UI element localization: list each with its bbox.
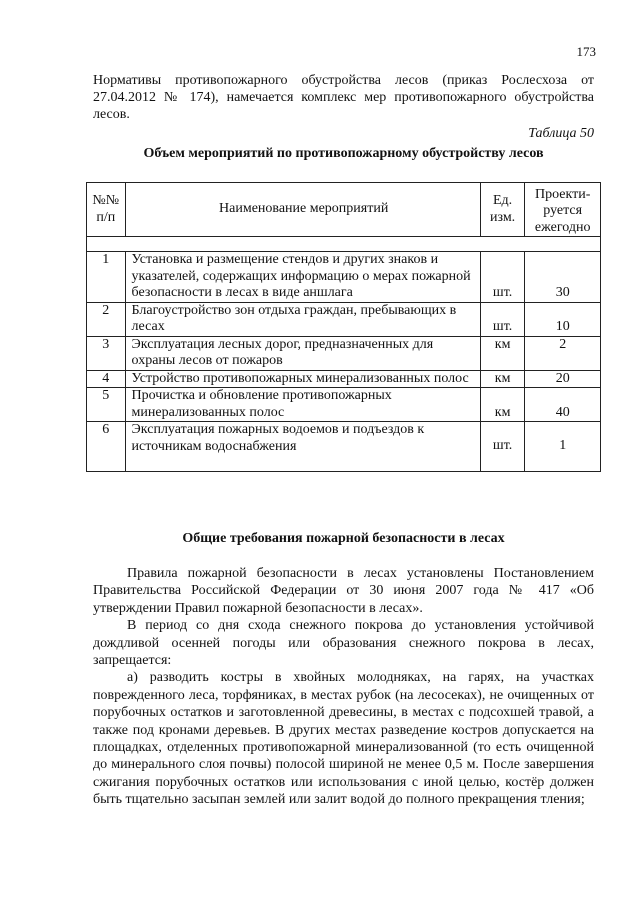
row-num: 1 xyxy=(87,252,126,303)
intro-paragraph: Нормативы противопожарного обустройства лесов (приказ Рослесхоза от 27.04.2012 № 174), намечается комплекс мер противопожарного обустройства лесов. xyxy=(93,73,594,122)
table-row xyxy=(87,302,601,336)
table-row xyxy=(87,336,601,370)
row-unit: шт. xyxy=(480,422,525,472)
row-num: 5 xyxy=(87,388,126,422)
page-number: 173 xyxy=(576,44,596,59)
row-name: Эксплуатация пожарных водоемов и подъездов к источникам водоснабжения xyxy=(125,422,480,472)
header-num-label: №№ п/п xyxy=(92,193,120,225)
body-paragraph: а) разводить костры в хвойных молодняках, на гарях, на участках поврежденного леса, торфяниках, в местах рубок (на лесосеках), не очищенных от порубочных остатков и заготовленной древесины, в местах с подсохшей травой, а также под кронами деревьев. В других местах разведение костров допускается на площадках, отделенных противопожарной минерализованной (то есть очищенной до минерального слоя почвы) полосой шириной не менее 0,5 м. После завершения сжигания порубочных остатков или использования с иной целью, костёр должен быть тщательно засыпан землей или залит водой до полного прекращения тления; xyxy=(93,670,594,808)
table-spacer-row xyxy=(87,237,601,252)
body-paragraph: В период со дня схода снежного покрова до установления устойчивой дождливой осенней погоды или образования снежного покрова в лесах, запрещается: xyxy=(93,618,594,669)
table-row xyxy=(87,422,601,472)
header-unit-label: Ед. изм. xyxy=(490,193,516,225)
row-name: Устройство противопожарных минерализованных полос xyxy=(125,370,480,388)
row-unit: шт. xyxy=(480,302,525,336)
fire-measures-table xyxy=(86,182,601,472)
header-num xyxy=(87,183,126,237)
header-unit xyxy=(480,183,525,237)
row-per-year: 40 xyxy=(525,388,601,422)
row-num: 3 xyxy=(87,336,126,370)
header-per-year xyxy=(525,183,601,237)
body-paragraph: Правила пожарной безопасности в лесах установлены Постановлением Правительства Российской Федерации от 30 июня 2007 года № 417 «Об утверждении Правил пожарной безопасности в лесах». xyxy=(93,566,594,616)
table-row xyxy=(87,252,601,303)
row-num: 4 xyxy=(87,370,126,388)
row-per-year: 10 xyxy=(525,302,601,336)
row-num: 2 xyxy=(87,302,126,336)
row-per-year: 30 xyxy=(525,252,601,303)
row-per-year: 20 xyxy=(525,370,601,388)
table-header-row xyxy=(87,183,601,237)
row-per-year: 2 xyxy=(525,336,601,370)
row-unit: км xyxy=(480,336,525,370)
table-label: Таблица 50 xyxy=(528,126,594,141)
row-name: Эксплуатация лесных дорог, предназначенных для охраны лесов от пожаров xyxy=(125,336,480,370)
row-name: Установка и размещение стендов и других знаков и указателей, содержащих информацию о мерах пожарной безопасности в лесах в виде аншлага xyxy=(125,252,480,303)
section-title: Общие требования пожарной безопасности в лесах xyxy=(182,531,505,546)
table-row xyxy=(87,370,601,388)
row-num: 6 xyxy=(87,422,126,472)
table-title: Объем мероприятий по противопожарному обустройству лесов xyxy=(143,146,544,161)
row-name: Благоустройство зон отдыха граждан, пребывающих в лесах xyxy=(125,302,480,336)
header-per-year-label: Проекти-руется ежегодно xyxy=(534,186,591,235)
table-row xyxy=(87,388,601,422)
row-unit: км xyxy=(480,370,525,388)
row-unit: км xyxy=(480,388,525,422)
row-per-year: 1 xyxy=(525,422,601,472)
spacer-cell xyxy=(87,237,601,252)
header-name: Наименование мероприятий xyxy=(125,183,480,237)
row-name: Прочистка и обновление противопожарных минерализованных полос xyxy=(125,388,480,422)
body-text xyxy=(93,565,594,809)
row-unit: шт. xyxy=(480,252,525,303)
